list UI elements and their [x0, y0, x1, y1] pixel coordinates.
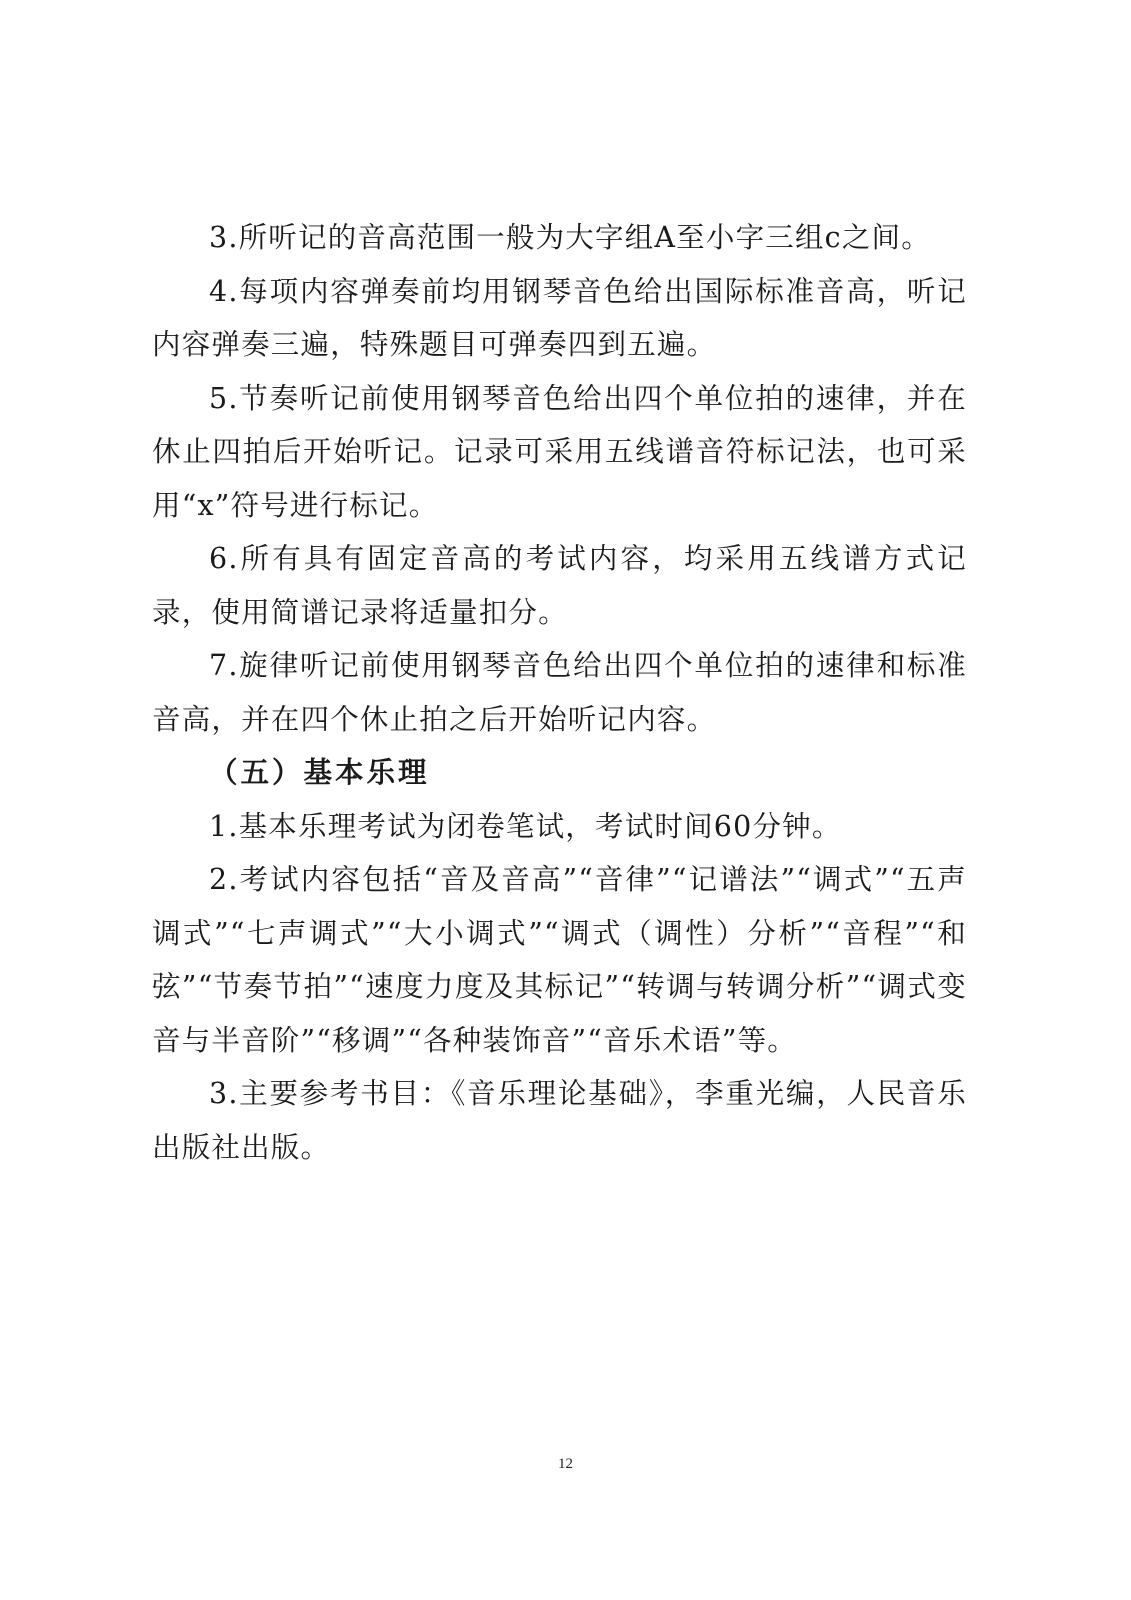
page-number: 12 [558, 1456, 573, 1472]
paragraph-item-3: 3.所听记的音高范围一般为大字组A至小字三组c之间。 [209, 221, 931, 254]
body-text [152, 211, 967, 1174]
section-paragraph-3: 3.主要参考书目：《音乐理论基础》，李重光编，人民音乐出版社出版。 [152, 1077, 967, 1164]
paragraph-item-7: 7.旋律听记前使用钢琴音色给出四个单位拍的速律和标准音高，并在四个休止拍之后开始听记内容。 [152, 649, 967, 736]
section-paragraph-1: 1.基本乐理考试为闭卷笔试，考试时间60分钟。 [209, 809, 842, 843]
section-paragraph-2: 2.考试内容包括“音及音高”“音律”“记谱法”“调式”“五声调式”“七声调式”“大小调式”“调式（调性）分析”“音程”“和弦”“节奏节拍”“速度力度及其标记”“转调与转调分析”“调式变音与半音阶”“移调”“各种装饰音”“音乐术语”等。 [152, 863, 967, 1057]
section-heading: （五）基本乐理 [209, 755, 430, 789]
paragraph-item-5: 5.节奏听记前使用钢琴音色给出四个单位拍的速律，并在休止四拍后开始听记。记录可采用五线谱音符标记法，也可采用“x”符号进行标记。 [152, 381, 967, 522]
paragraph-item-6: 6.所有具有固定音高的考试内容，均采用五线谱方式记录，使用简谱记录将适量扣分。 [152, 542, 967, 629]
paragraph-item-4: 4.每项内容弹奏前均用钢琴音色给出国际标准音高，听记内容弹奏三遍，特殊题目可弹奏四到五遍。 [152, 274, 967, 361]
